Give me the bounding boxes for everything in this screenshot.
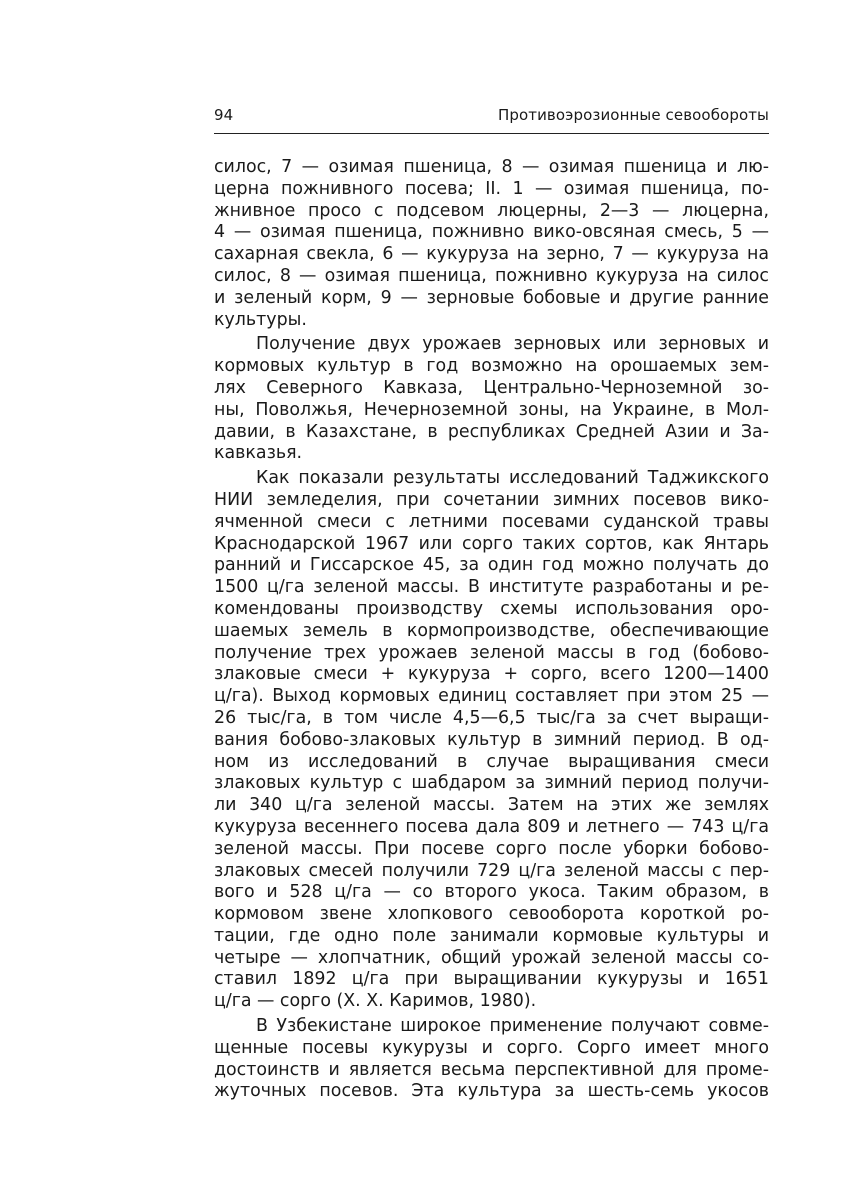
text-line: жнивное просо с подсевом люцерны, 2—3 — люцерна, [214, 200, 769, 221]
text-line: кавказья. [214, 443, 303, 464]
text-line: ном из исследований в случае выращивания смеси [214, 751, 769, 772]
text-line: Краснодарской 1967 или сорго таких сортов, как Янтарь [214, 533, 769, 554]
text-line: достоинств и является весьма перспективной для проме- [214, 1059, 769, 1080]
paragraph [214, 334, 769, 465]
page-number: 94 [214, 106, 234, 124]
text-line: злаковых смесей получили 729 ц/га зеленой массы с пер- [214, 860, 769, 881]
paragraph [214, 1016, 769, 1103]
text-line: давии, в Казахстане, в республиках Средней Азии и За- [214, 421, 769, 442]
text-line: и зеленый корм, 9 — зерновые бобовые и другие ранние [214, 287, 769, 308]
text-line: злаковые смеси + кукуруза + сорго, всего 1200—1400 [214, 664, 769, 685]
body-text [214, 157, 769, 1103]
text-line: лях Северного Кавказа, Центрально-Черноземной зо- [214, 377, 769, 398]
running-title: Противоэрозионные севообороты [497, 106, 769, 124]
text-line: Как показали результаты исследований Таджикского [256, 468, 769, 489]
text-line: злаковых культур с шабдаром за зимний период получи- [214, 773, 769, 794]
header-rule [214, 133, 769, 134]
text-line: ц/га). Выход кормовых единиц составляет при этом 25 — [214, 686, 769, 707]
text-line: кормовом звене хлопкового севооборота короткой ро- [214, 904, 769, 925]
text-line: зеленой массы. При посеве сорго после уборки бобово- [214, 838, 769, 859]
text-line: 4 — озимая пшеница, пожнивно вико-овсяная смесь, 5 — [214, 222, 769, 243]
text-line: жуточных посевов. Эта культура за шесть-семь укосов [214, 1081, 769, 1102]
text-line: ли 340 ц/га зеленой массы. Затем на этих же землях [214, 795, 769, 816]
text-line: сахарная свекла, 6 — кукуруза на зерно, 7 — кукуруза на [214, 244, 769, 265]
text-line: кукуруза весеннего посева дала 809 и летнего — 743 ц/га [214, 816, 769, 837]
text-line: ранний и Гиссарское 45, за один год можно получать до [214, 555, 769, 576]
text-line: В Узбекистане широкое применение получают совме- [256, 1016, 769, 1037]
paragraph [214, 468, 769, 1013]
text-line: ячменной смеси с летними посевами суданской травы [214, 511, 769, 532]
text-line: силос, 8 — озимая пшеница, пожнивно кукуруза на силос [214, 265, 769, 286]
text-line: Получение двух урожаев зерновых или зерновых и [256, 334, 769, 355]
text-line: шаемых земель в кормопроизводстве, обеспечивающие [214, 620, 769, 641]
text-line: ц/га — сорго (Х. Х. Каримов, 1980). [214, 991, 537, 1012]
text-line: вого и 528 ц/га — со второго укоса. Таким образом, в [214, 882, 769, 903]
text-line: вания бобово-злаковых культур в зимний период. В од- [214, 729, 769, 750]
text-line: силос, 7 — озимая пшеница, 8 — озимая пшеница и лю- [214, 157, 769, 177]
text-line: кормовых культур в год возможно на орошаемых зем- [214, 356, 769, 377]
text-line: НИИ земледелия, при сочетании зимних посевов вико- [214, 489, 769, 510]
text-line: комендованы производству схемы использования оро- [214, 598, 769, 619]
text-line: ставил 1892 ц/га при выращивании кукурузы и 1651 [214, 969, 769, 990]
text-line: церна пожнивного посева; II. 1 — озимая пшеница, по- [214, 178, 769, 199]
text-line: культуры. [214, 309, 307, 330]
paragraph [214, 157, 769, 331]
text-line: 1500 ц/га зеленой массы. В институте разработаны и ре- [214, 577, 769, 598]
text-line: 26 тыс/га, в том числе 4,5—6,5 тыс/га за счет выращи- [214, 707, 769, 728]
page-header [214, 106, 769, 128]
text-line: щенные посевы кукурузы и сорго. Сорго имеет много [214, 1037, 769, 1058]
text-line: получение трех урожаев зеленой массы в год (бобово- [214, 642, 769, 663]
text-line: ны, Поволжья, Нечерноземной зоны, на Украине, в Мол- [214, 399, 769, 420]
text-line: тации, где одно поле занимали кормовые культуры и [214, 925, 769, 946]
text-line: четыре — хлопчатник, общий урожай зеленой массы со- [214, 947, 769, 968]
